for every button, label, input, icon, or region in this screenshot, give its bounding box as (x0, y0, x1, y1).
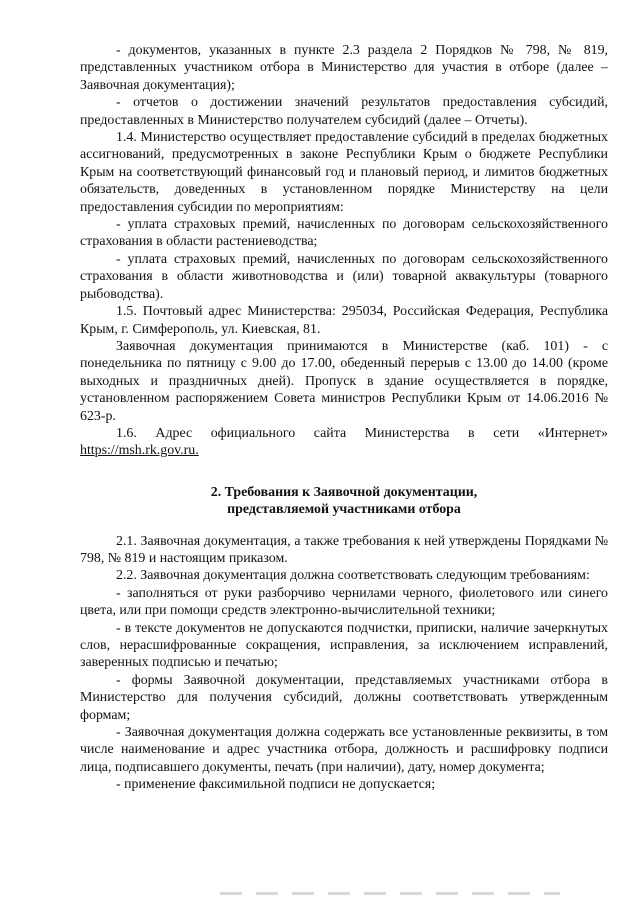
paragraph-1-4: 1.4. Министерство осуществляет предоставление субсидий в пределах бюджетных ассигнований, предусмотренных в законе Республики Крым о бюджете Республики Крым на соответствующий финансовый год и плановый период, и лимитов бюджетных обязательств, доведенных в установленном порядке Министерству на цели предоставления субсидии по мероприятиям: (80, 130, 608, 215)
paragraph-1-6-site (80, 425, 608, 460)
paragraph-2-1: 2.1. Заявочная документация, а также требования к ней утверждены Порядками № 798, № 819 и настоящим приказом. (80, 533, 608, 566)
site-text: 1.6. Адрес официального сайта Министерства в сети «Интернет» (116, 425, 608, 441)
paragraph-ink-requirement: - заполняться от руки разборчиво чернилами черного, фиолетового или синего цвета, или при помощи средств электронно-вычислительной техники; (80, 585, 608, 619)
paragraph-forms: - формы Заявочной документации, представляемых участниками отбора в Министерство для получения субсидий, должны соответствовать утвержденным формам; (80, 672, 608, 723)
paragraph-facsimile: - применение факсимильной подписи не допускается; (116, 777, 436, 793)
paragraph-reception-hours: Заявочная документация принимаются в Министерстве (каб. 101) - с понедельника по пятницу с 9.00 до 17.00, обеденный перерыв с 13.00 до 14.00 (кроме выходных и праздничных дней). Пропуск в здание осуществляется в порядке, установленном распоряжением Совета министров Республики Крым от 14.06.2016 № 623-р. (80, 338, 608, 424)
paragraph-1-5-address: 1.5. Почтовый адрес Министерства: 295034, Российская Федерация, Республика Крым, г. Симферополь, ул. Киевская, 81. (80, 304, 608, 337)
section-2-heading (80, 484, 608, 519)
heading-line-1: 2. Требования к Заявочной документации, (210, 484, 478, 500)
paragraph-requisites: - Заявочная документация должна содержать все установленные реквизиты, в том числе наименование и адрес участника отбора, должность и расшифровку подписи лица, подписавшего документы, печать (при наличии), дату, номер документа; (80, 725, 608, 775)
paragraph-documents: - документов, указанных в пункте 2.3 раздела 2 Порядков № 798, № 819, представленных участником отбора в Министерство для участия в отборе (далее – Заявочная документация); (80, 43, 608, 93)
document-page (80, 42, 608, 794)
site-link[interactable]: https://msh.rk.gov.ru. (80, 443, 199, 459)
paragraph-reports: - отчетов о достижении значений результатов предоставления субсидий, предоставленных в Министерство получателем субсидий (далее – Отчеты). (80, 95, 608, 128)
scan-artifact (220, 892, 560, 895)
paragraph-crop-insurance: - уплата страховых премий, начисленных по договорам сельскохозяйственного страхования в области растениеводства; (80, 217, 608, 250)
paragraph-2-2: 2.2. Заявочная документация должна соответствовать следующим требованиям: (116, 568, 590, 584)
paragraph-no-corrections: - в тексте документов не допускаются подчистки, приписки, наличие зачеркнутых слов, нерасшифрованные сокращения, исправления, за исключением исправлений, заверенных подписью и печатью; (80, 620, 608, 671)
heading-line-2: представляемой участниками отбора (227, 502, 461, 518)
paragraph-livestock-insurance: - уплата страховых премий, начисленных по договорам сельскохозяйственного страхования в области животноводства и (или) товарной аквакультуры (товарного рыбоводства). (80, 251, 608, 302)
